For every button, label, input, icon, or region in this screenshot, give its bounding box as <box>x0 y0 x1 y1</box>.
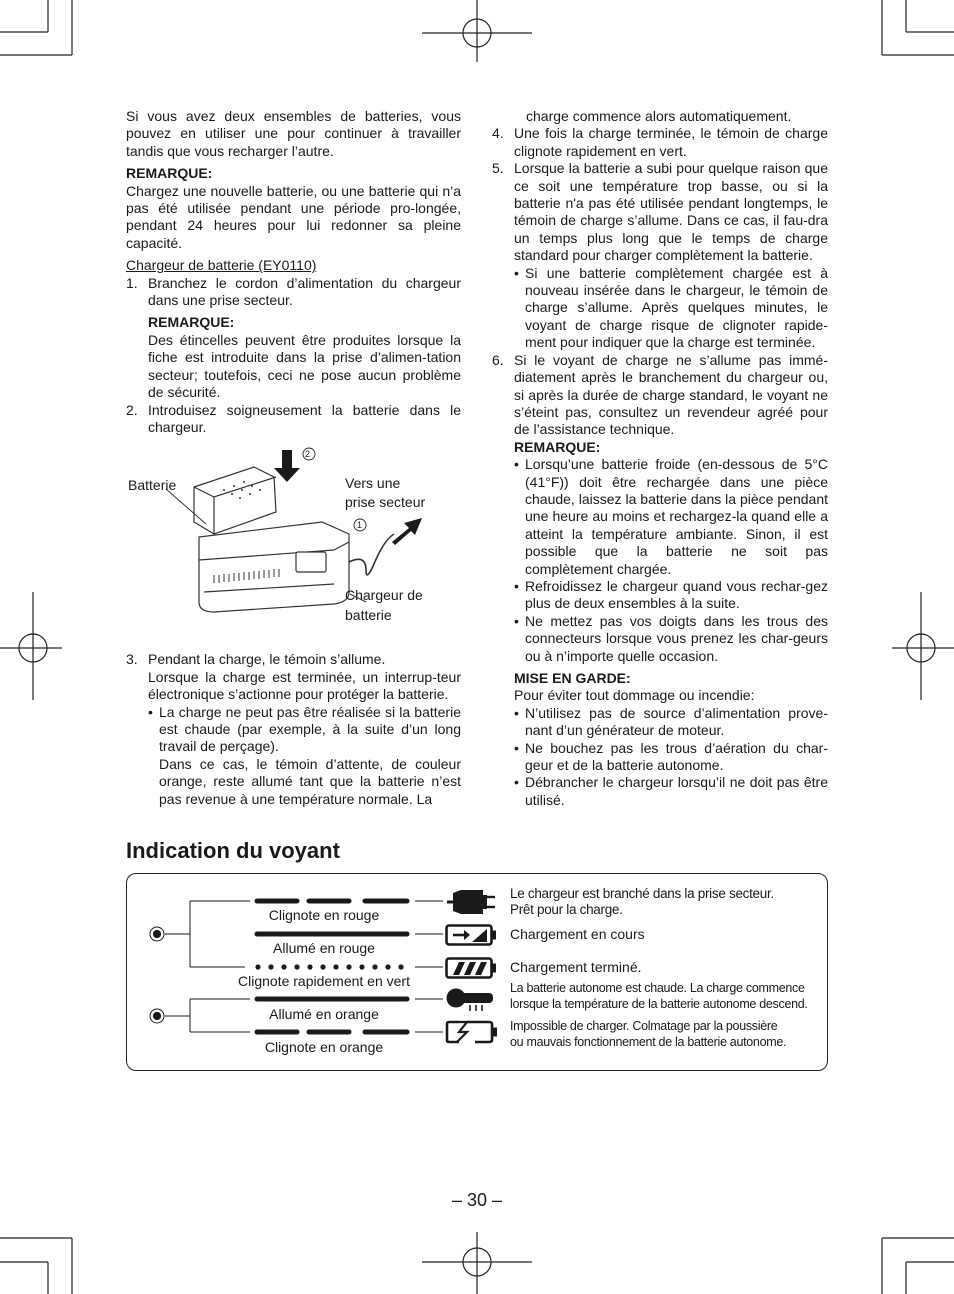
caution-intro: Pour éviter tout dommage ou incendie: <box>514 687 755 704</box>
step-6 <box>492 352 828 810</box>
charging-battery-icon <box>445 924 499 946</box>
caution-bullet <box>514 774 828 809</box>
bullet-text-cont: Dans ce cas, le témoin d’attente, de couleur orange, reste allumé tant que la batterie n’est pas revenue à une température normale. La <box>159 755 461 807</box>
broken-battery-icon <box>445 1020 499 1044</box>
step3-bullet <box>148 704 461 808</box>
full-battery-icon <box>445 957 499 979</box>
bullet-dot: • <box>514 264 519 281</box>
step5-bullet <box>514 265 828 352</box>
caution-title: MISE EN GARDE: <box>514 670 631 686</box>
charger-illustration <box>104 442 461 647</box>
row5-description-line1: Impossible de charger. Colmatage par la poussière <box>510 1019 778 1033</box>
step-number: 1. <box>126 274 138 291</box>
charger-figure <box>104 442 461 647</box>
step-text: Introduisez soigneusement la batterie dans le chargeur. <box>148 401 461 435</box>
step3-text2: Lorsque la charge est terminée, un interrup-teur électronique s’actionne pour protéger la batterie. <box>148 668 461 703</box>
bullet-text: Lorsqu’une batterie froide (en-dessous de 5°C (41°F)) doit être rechargée dans une pièce chaude, laissez la batterie dans la pièce pendant une heure au moins et rechargez-la quand elle a atteint la température ambiante. Sinon, il est possible que la batterie ne soit pas complètement chargée. <box>525 456 828 577</box>
figure-label-charger-line1: Chargeur de <box>345 587 423 604</box>
bullet-dot: • <box>148 703 153 720</box>
figure-label-battery: Batterie <box>128 477 177 494</box>
figure-label-charger-line2: batterie <box>345 607 392 624</box>
thermometer-icon <box>445 987 499 1013</box>
figure-label-outlet-line1: Vers une <box>345 475 401 492</box>
bullet-text: Débrancher le chargeur lorsqu’il ne doit pas être utilisé. <box>525 774 828 808</box>
bullet-dot: • <box>514 612 519 629</box>
row2-description: Chargement en cours <box>510 926 645 942</box>
row4-description-line2: lorsque la température de la batterie autonome descend. <box>510 997 808 1011</box>
note-bullet <box>514 578 828 613</box>
indicator-legend-box <box>126 873 828 1071</box>
note1-text: Chargez une nouvelle batterie, ou une batterie qui n’a pas été utilisée pendant une période pro-longée, pendant 24 heures pour lui redonner sa pleine capacité. <box>126 182 461 251</box>
bullet-dot: • <box>514 739 519 756</box>
bullet-text: Ne bouchez pas les trous d’aération du char-geur et de la batterie autonome. <box>525 739 828 774</box>
pattern-label-blink-orange: Clignote en orange <box>264 1039 384 1055</box>
step-2 <box>126 402 461 437</box>
bullet-text: Refroidissez le chargeur quand vous rechar-gez plus de deux ensembles à la suite. <box>525 577 828 612</box>
charger-heading: Chargeur de batterie (EY0110) <box>126 257 317 274</box>
step-number: 3. <box>126 651 138 668</box>
section-title: Indication du voyant <box>126 838 340 863</box>
right-column <box>492 108 828 809</box>
left-column <box>126 108 461 808</box>
note-bullet <box>514 456 828 578</box>
row3-description: Chargement terminé. <box>510 959 642 975</box>
step-number: 2. <box>126 401 138 418</box>
row1-description-line2: Prêt pour la charge. <box>510 902 623 917</box>
figure-marker-1: 1 <box>357 520 363 531</box>
row4-description-line1: La batterie autonome est chaude. La charge commence <box>510 981 805 995</box>
step1-note-title: REMARQUE: <box>148 314 235 331</box>
bullet-text: La charge ne peut pas être réalisée si la batterie est chaude (par exemple, à la suite d’un long travail de perçage). <box>159 703 461 755</box>
pattern-label-fast-blink-green: Clignote rapidement en vert <box>238 973 410 989</box>
bullet-dot: • <box>514 456 519 473</box>
row1-description-line1: Le chargeur est branché dans la prise secteur. <box>510 886 774 901</box>
step-4 <box>492 125 828 160</box>
bullet-text: N’utilisez pas de source d’alimentation prove-nant d’un générateur de moteur. <box>525 704 828 739</box>
note-bullet <box>514 613 828 665</box>
figure-label-outlet-line2: prise secteur <box>345 494 426 511</box>
figure-marker-2: 2 <box>305 449 311 460</box>
step-5 <box>492 160 828 351</box>
step-number: 4. <box>492 125 504 142</box>
step1-note-text: Des étincelles peuvent être produites lorsque la fiche est introduite dans la prise d’alimen-tation secteur; toutefois, ceci ne pose aucun problème de sécurité. <box>148 331 461 401</box>
note1-title: REMARQUE: <box>126 165 213 182</box>
note-title: REMARQUE: <box>514 438 601 455</box>
continuation-text: charge commence alors automatiquement. <box>526 108 792 124</box>
row5-description-line2: ou mauvais fonctionnement de la batterie autonome. <box>510 1035 787 1049</box>
step-text: Si le voyant de charge ne s’allume pas immé-diatement après le branchement du chargeur ou, si après la durée de charge standard, le voyant ne s’éteint pas, consultez un revendeur agréé pour de l’assistance technique. <box>514 351 828 438</box>
step-3 <box>126 651 461 808</box>
intro-paragraph: Si vous avez deux ensembles de batteries, vous pouvez en utiliser une pour continuer à travailler tandis que vous recharger l’autre. <box>126 108 461 159</box>
step-1 <box>126 275 461 402</box>
caution-bullet <box>514 705 828 740</box>
caution-bullet <box>514 740 828 775</box>
bullet-text: Si une batterie complètement chargée est à nouveau insérée dans le chargeur, le témoin de charge s’allume. Après quelques minutes, le voyant de charge risque de clignoter rapide-ment pour indiquer que la charge est terminée. <box>525 264 828 351</box>
pattern-label-solid-red: Allumé en rouge <box>273 940 375 956</box>
step-number: 5. <box>492 160 504 177</box>
step3-text1: Pendant la charge, le témoin s’allume. <box>148 651 386 668</box>
step-text: Lorsque la batterie a subi pour quelque raison que ce soit une température trop basse, ou si la batterie n'a pas été utilisée pendant longtemps, le témoin de charge s’allume. Dans ce cas, il fau-dra un temps plus long que le temps de charge standard pour charger complètement la batterie. <box>514 160 828 264</box>
bullet-dot: • <box>514 704 519 721</box>
plug-icon <box>445 889 499 915</box>
pattern-label-blink-red: Clignote en rouge <box>268 907 380 923</box>
step-text: Une fois la charge terminée, le témoin de charge clignote rapidement en vert. <box>514 125 828 159</box>
step-text: Branchez le cordon d’alimentation du chargeur dans une prise secteur. <box>148 274 461 309</box>
pattern-label-solid-orange: Allumé en orange <box>269 1006 379 1022</box>
bullet-dot: • <box>514 774 519 791</box>
bullet-dot: • <box>514 577 519 594</box>
step-number: 6. <box>492 351 504 368</box>
page-number: – 30 – <box>451 1190 503 1210</box>
bullet-text: Ne mettez pas vos doigts dans les trous des connecteurs lorsque vous prenez les char-geurs ou à n’importe quelle occasion. <box>525 612 828 664</box>
